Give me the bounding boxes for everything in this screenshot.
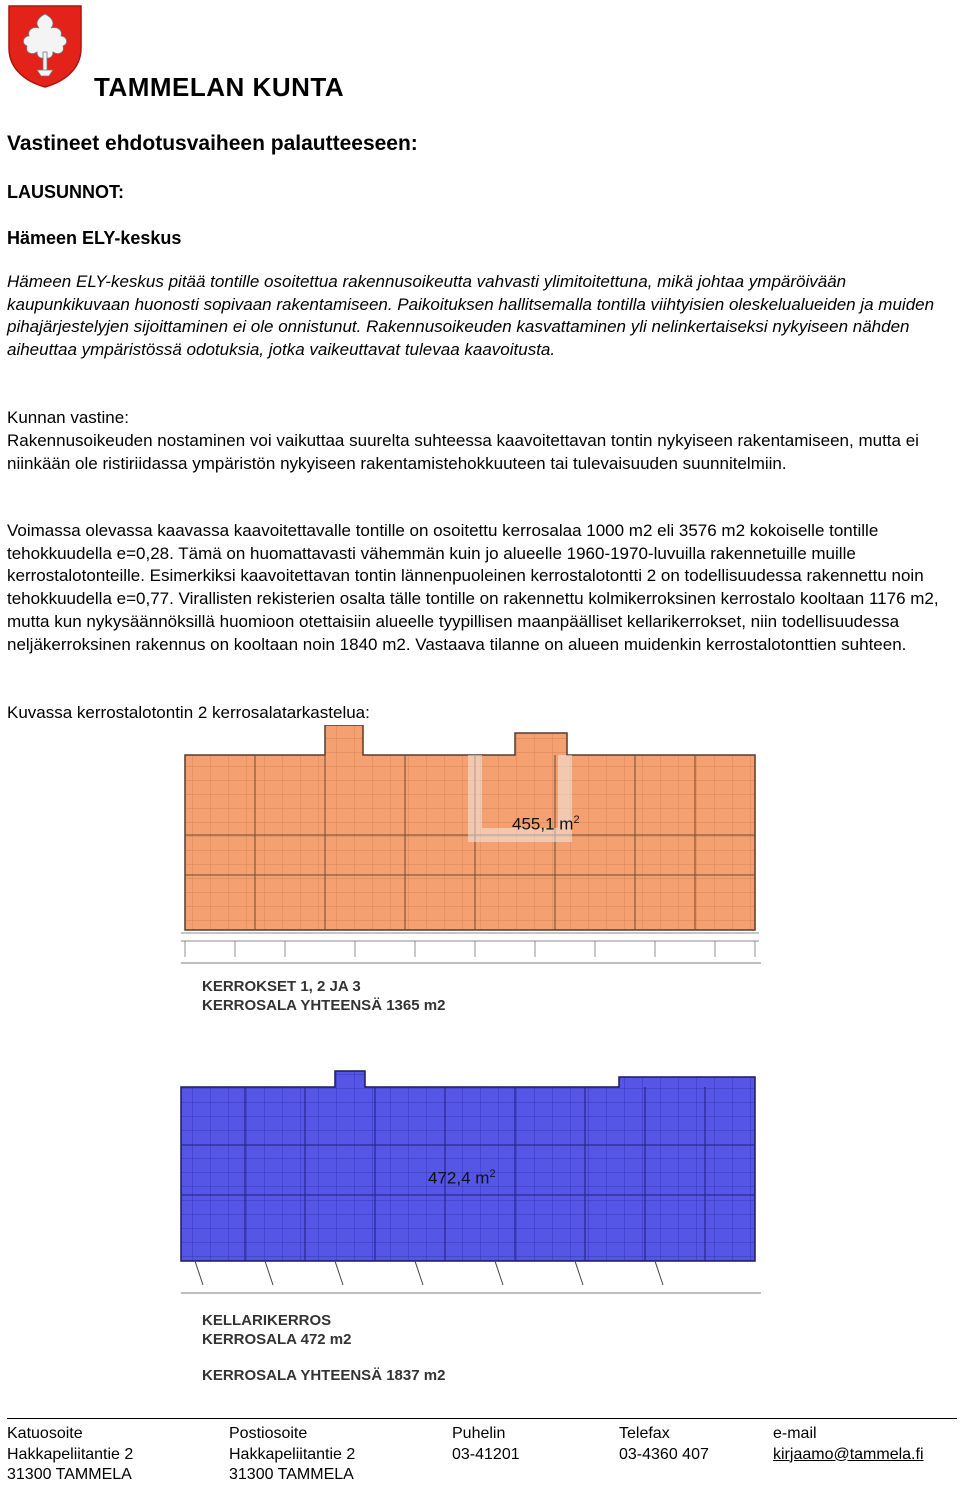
footer-postal-line2: 31300 TAMMELA [229, 1466, 354, 1483]
footer-postal-address [229, 1424, 355, 1486]
coat-of-arms-icon [7, 4, 83, 88]
footer-phone [452, 1424, 520, 1465]
footer-divider [7, 1418, 957, 1419]
footer-phone-heading: Puhelin [452, 1425, 506, 1442]
section-heading: LAUSUNNOT: [7, 182, 124, 202]
upper-area-label: 455,1 $m^2$ [512, 814, 580, 834]
email-link[interactable]: kirjaamo@tammela.fi [773, 1445, 924, 1463]
upper-floors-label: KERROKSET 1, 2 JA 3 [202, 978, 361, 995]
footer-street-line2: 31300 TAMMELA [7, 1466, 132, 1483]
total-area-label: KERROSALA YHTEENSÄ 1837 m2 [202, 1367, 446, 1384]
response-heading: Kunnan vastine: [7, 408, 129, 427]
organization-name: TAMMELAN KUNTA [94, 72, 345, 102]
basement-label: KELLARIKERROS [202, 1312, 332, 1329]
footer-fax-number: 03-4360 407 [619, 1445, 709, 1463]
footer-fax-heading: Telefax [619, 1425, 670, 1442]
basement-area-label: 472,4 $m^2$ [428, 1168, 496, 1188]
upper-floors-area-label: KERROSALA YHTEENSÄ 1365 m2 [202, 997, 446, 1014]
footer-phone-number: 03-41201 [452, 1445, 520, 1463]
basement-area-text: KERROSALA 472 m2 [202, 1331, 352, 1348]
footer-street-heading: Katuosoite [7, 1425, 83, 1442]
document-title: Vastineet ehdotusvaiheen palautteeseen: [7, 132, 418, 155]
footer-street-address [7, 1424, 133, 1486]
response-paragraph-1: Rakennusoikeuden nostaminen voi vaikuttaa suurelta suhteessa kaavoitettavan tontin nykyiseen rakentamiseen, mutta ei niinkään ole ristiriidassa ympäristön nykyiseen rakentamistehokkuuteen tai tulevaisuuden suunnitelmiin. [7, 431, 919, 473]
response-paragraph-2: Voimassa olevassa kaavassa kaavoitettavalle tontille on osoitettu kerrosalaa 1000 m2 eli 3576 m2 kokoiselle tontille tehokkuudella e=0,28. Tämä on huomattavasti vähemmän kuin jo alueelle 1960-1970-luvuilla rakennetuille muille kerrostalotonteille. Esimerkiksi kaavoitettavan tontin lännenpuoleinen kerrostalotontti 2 on todellisuudessa rakennettu noin tehokkuudella e=0,77. Virallisten rekisterien osalta tälle tontille on rakennettu kolmikerroksinen kerrostalo kooltaan 1176 m2, mutta kun nykysäännöksillä huomioon otettaisiin alueelle tyypillisen maanpäälliset kellarikerrokset, niin todellisuudessa neljäkerroksinen rakennus on kooltaan noin 1840 m2. Vastaava tilanne on alueen muidenkin kerrostalotonttien suhteen. [7, 521, 939, 654]
footer-fax [619, 1424, 709, 1465]
footer-email-heading: e-mail [773, 1425, 817, 1442]
subsection-heading: Hämeen ELY-keskus [7, 228, 182, 248]
footer-postal-heading: Postiosoite [229, 1425, 308, 1442]
footer-street-line1: Hakkapeliitantie 2 [7, 1445, 134, 1463]
footer-email [773, 1424, 924, 1465]
figure-caption: Kuvassa kerrostalotontin 2 kerrosalatarkastelua: [7, 703, 370, 722]
upper-floor-plan [181, 725, 761, 963]
coat-of-arms-logo [7, 4, 83, 88]
footer-postal-line1: Hakkapeliitantie 2 [229, 1445, 356, 1463]
floor-plan-figure [175, 725, 785, 1415]
statement-paragraph: Hämeen ELY-keskus pitää tontille osoitettua rakennusoikeutta vahvasti ylimitoitettuna, mikä johtaa ympäröivään kaupunkikuvaan huonosti sopivaan rakentamiseen. Paikoituksen hallitsemalla tontilla viihtyisien oleskelualueiden ja muiden pihajärjestelyjen sijoittaminen ei ole onnistunut. Rakennusoikeuden kasvattaminen yli nelinkertaiseksi nykyiseen nähden aiheuttaa ympäristössä odotuksia, jotka vaikeuttavat tulevaa kaavoitusta. [7, 272, 935, 360]
